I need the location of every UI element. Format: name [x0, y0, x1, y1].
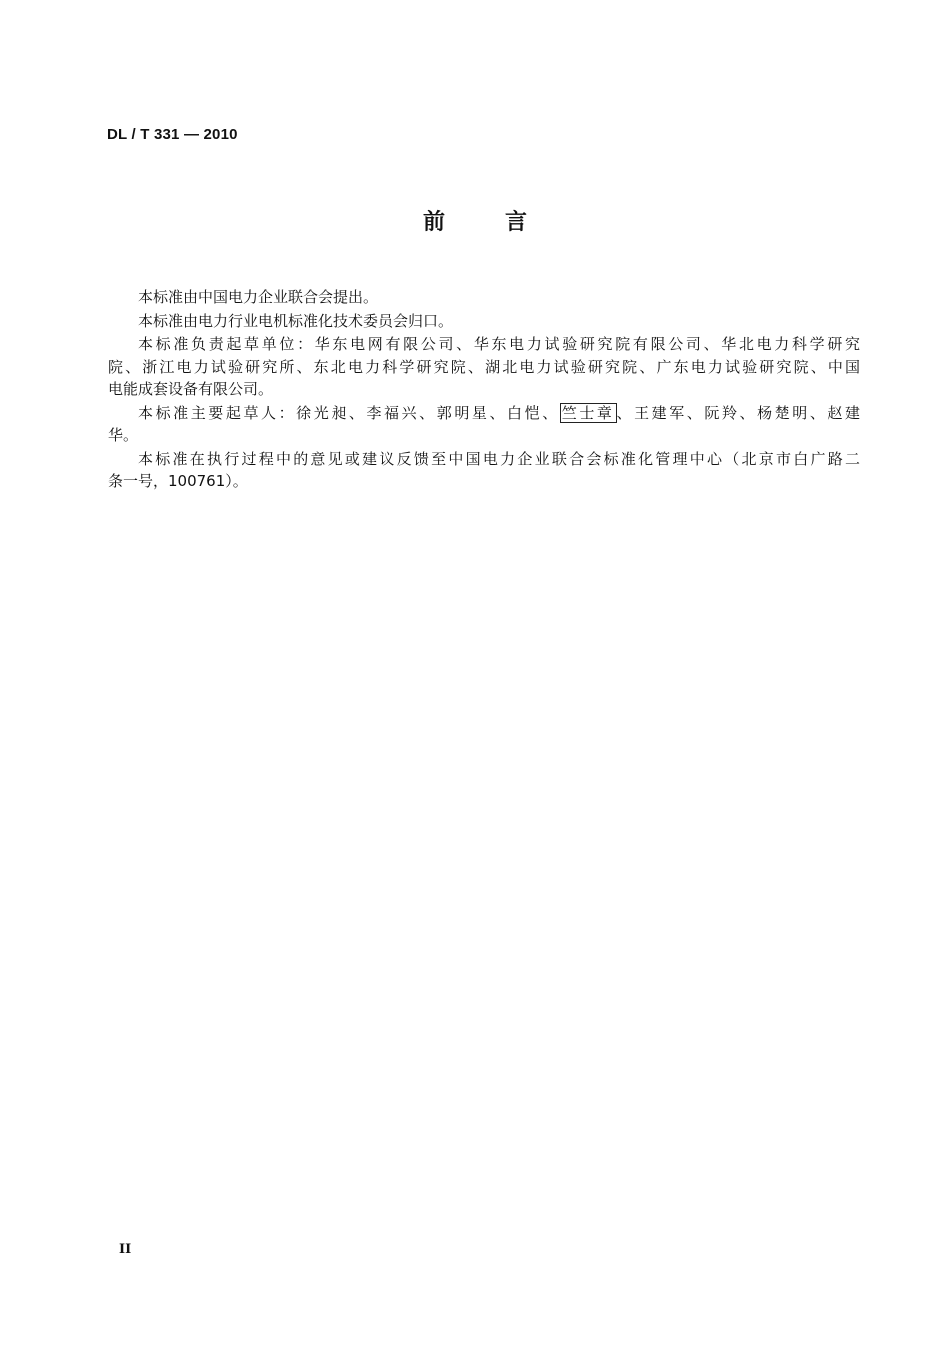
feedback-line-1: 本标准在执行过程中的意见或建议反馈至中国电力企业联合会标准化管理中心（北京市白广路二 [138, 449, 860, 468]
paragraph-drafting-units [108, 333, 860, 401]
drafters-line-1 [108, 402, 860, 425]
paragraph-centralized-by: 本标准由电力行业电机标准化技术委员会归口。 [138, 311, 454, 330]
standard-number: DL / T 331 — 2010 [107, 126, 238, 143]
page-title: 前言 [422, 210, 587, 235]
drafters-text-b: 、王建军、阮羚、杨楚明、赵建 [616, 403, 860, 422]
page-number: II [119, 1242, 132, 1257]
drafting-units-line-1: 本标准负责起草单位：华东电网有限公司、华东电力试验研究院有限公司、华北电力科学研究 [138, 335, 860, 353]
drafters-line-2: 华。 [108, 426, 139, 444]
paragraph-drafters [108, 402, 860, 447]
drafting-units-line-3: 电能成套设备有限公司。 [108, 380, 274, 398]
boxed-drafter-name: 竺士章 [561, 403, 615, 422]
feedback-line-2: 条一号，100761）。 [108, 472, 248, 490]
foreword-body [108, 286, 860, 494]
paragraph-feedback [108, 448, 860, 493]
paragraph-proposer: 本标准由中国电力企业联合会提出。 [138, 288, 379, 306]
drafting-units-line-2: 院、浙江电力试验研究所、东北电力科学研究院、湖北电力试验研究院、广东电力试验研究院、中国 [108, 357, 860, 376]
drafters-text-a: 本标准主要起草人：徐光昶、李福兴、郭明星、白恺、 [138, 403, 560, 422]
